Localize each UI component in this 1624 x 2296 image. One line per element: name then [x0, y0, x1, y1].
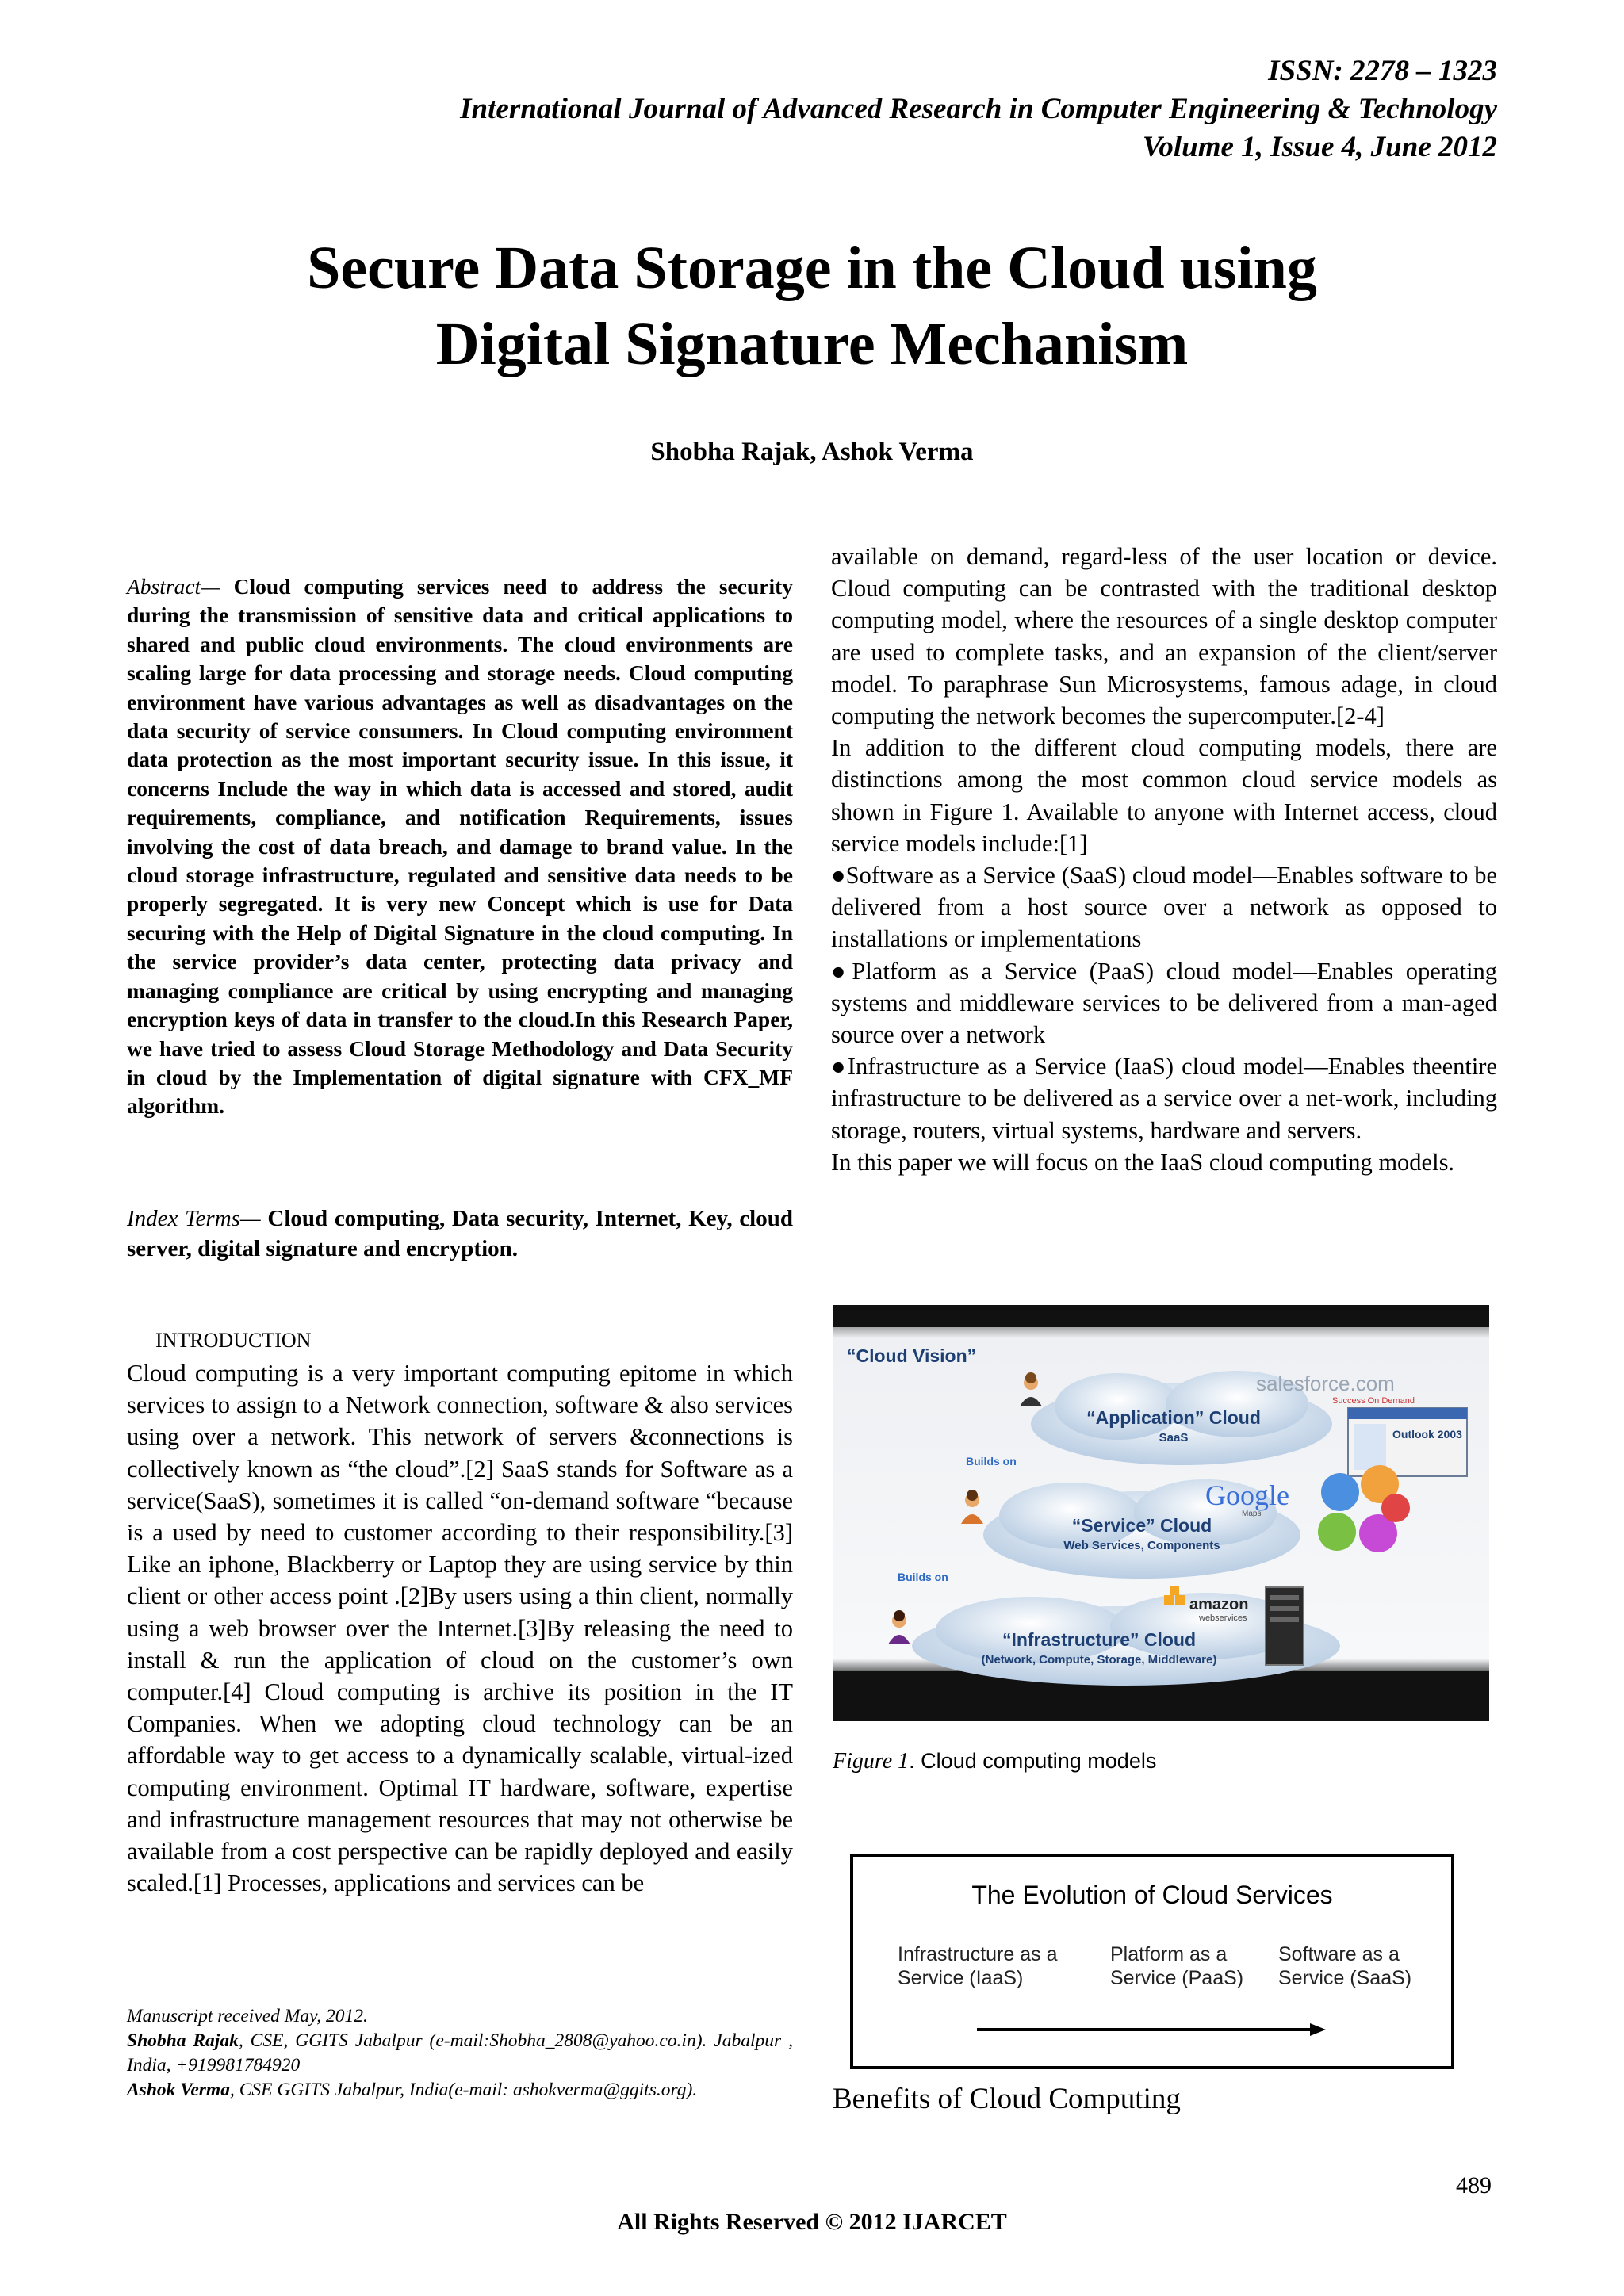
- paragraph-service-models: In addition to the different cloud computing models, there are distinctions among the most common cloud service models as shown in Figure 1. Available to anyone with Internet access, cloud service models include:[1]: [831, 734, 1497, 857]
- paper-title-line-2: Digital Signature Mechanism: [435, 311, 1189, 377]
- salesforce-logo: salesforce.com: [1256, 1372, 1395, 1395]
- application-cloud-sub: SaaS: [1159, 1431, 1189, 1445]
- footnote-author-1-name: Shobha Rajak: [127, 2030, 239, 2051]
- service-cloud-sub: Web Services, Components: [1063, 1539, 1220, 1552]
- paper-title-line-1: Secure Data Storage in the Cloud using: [307, 235, 1317, 301]
- bullet-paas: ●Platform as a Service (PaaS) cloud model—Enables operating systems and middleware services to be delivered from a man-aged source over a network: [831, 957, 1497, 1049]
- index-terms-label: Index Terms—: [127, 1206, 261, 1231]
- footnote-author-2: [127, 2078, 793, 2103]
- paper-title: [0, 230, 1624, 382]
- evolution-stage-saas: Software as a Service (SaaS): [1278, 1943, 1412, 1989]
- amazon-logo-sub: webservices: [1199, 1613, 1247, 1623]
- introduction-heading: INTRODUCTION: [155, 1329, 312, 1352]
- index-terms-text: Cloud computing, Data security, Internet, Key, cloud server, digital signature and encryption.: [127, 1206, 794, 1261]
- cloud-vision-label: “Cloud Vision”: [847, 1345, 977, 1366]
- abstract: [127, 572, 793, 1121]
- evolution-stage-iaas: Infrastructure as a Service (IaaS): [898, 1943, 1058, 1989]
- manuscript-footnote: [127, 2004, 793, 2103]
- footnote-author-1-details: , CSE, GGITS Jabalpur (e-mail:Shobha_2808@yahoo.co.in). Jabalpur , India, +919981784920: [127, 2030, 793, 2076]
- footnote-author-1: [127, 2029, 793, 2078]
- google-logo-sub: Maps: [1242, 1510, 1262, 1518]
- bullet-saas: ●Software as a Service (SaaS) cloud model—Enables software to be delivered from a host source over a network as opposed to installations or implementations: [831, 862, 1497, 953]
- salesforce-tagline: Success On Demand: [1332, 1396, 1415, 1406]
- right-column-text: [831, 541, 1497, 1178]
- outlook-window-icon: [1348, 1408, 1467, 1476]
- index-terms: [127, 1203, 793, 1264]
- google-logo: Google: [1205, 1479, 1289, 1511]
- page-number: 489: [1456, 2172, 1492, 2198]
- footnote-author-2-name: Ashok Verma: [127, 2080, 230, 2100]
- infrastructure-cloud-sub: (Network, Compute, Storage, Middleware): [981, 1653, 1217, 1667]
- paper-authors: Shobha Rajak, Ashok Verma: [650, 438, 974, 466]
- amazon-logo: amazon: [1189, 1596, 1249, 1613]
- figure-1-caption: [833, 1749, 1156, 1774]
- server-icon: [1266, 1587, 1304, 1665]
- cloud-vision-diagram: [833, 1305, 1489, 1721]
- application-cloud-label: “Application” Cloud: [1086, 1407, 1261, 1428]
- figure-1-cloud-vision: [833, 1305, 1489, 1721]
- builds-on-label-2: Builds on: [898, 1571, 948, 1583]
- journal-issn: ISSN: 2278 – 1323: [1268, 55, 1497, 87]
- abstract-label: Abstract—: [127, 574, 220, 599]
- introduction-body: Cloud computing is a very important computing epitome in which services to assign to a Network connection, software & also services using over a network. This network of servers &connections is collectively known as “the cloud”.[2] SaaS stands for Software as a service(SaaS), sometimes it is called “on-demand software “because is a used by need to customer according to their responsibility.[3] Like an iphone, Blackberry or Laptop they are using service by thin client or other access point .[2]By users using a thin client, normally using a web browser over the Internet.[3]By releasing the need to install & run the application of cloud on the customer’s own computer.[4] Cloud computing is archive its position in the IT Companies. When we adopting cloud technology can be an affordable way to get access to a dynamically scalable, virtual-ized computing environment. Optimal IT hardware, software, expertise and infrastructure management resources that may not otherwise be available from a cost perspective can be rapidly deployed and easily scaled.[1] Processes, applications and services can be: [127, 1360, 793, 1897]
- abstract-text: Cloud computing services need to address the security during the transmission of sensitive data and critical applications to shared and public cloud environments. The cloud environments are scaling large for data processing and storage needs. Cloud computing environment have various advantages as well as disadvantages on the data security of service consumers. In Cloud computing environment data protection as the most important security issue. In this issue, it concerns Include the way in which data is accessed and stored, audit requirements, compliance, and notification Requirements, issues involving the cost of data breach, and damage to brand value. In the cloud storage infrastructure, regulated and sensitive data needs to be properly segregated. It is very new Concept which is use for Data securing with the Help of Digital Signature in the cloud computing. In the service provider’s data center, protecting data privacy and managing compliance are critical by using encrypting and managing encryption keys of data in transfer to the cloud.In this Research Paper, we have tried to assess Cloud Storage Methodology and Data Security in cloud by the Implementation of digital signature with CFX_MF algorithm.: [127, 574, 793, 1119]
- service-cloud-label: “Service” Cloud: [1071, 1515, 1212, 1536]
- right-arrow-icon: [977, 2022, 1326, 2038]
- infrastructure-cloud-label: “Infrastructure” Cloud: [1002, 1629, 1197, 1650]
- footnote-author-2-details: , CSE GGITS Jabalpur, India(e-mail: ashokverma@ggits.org).: [229, 2080, 698, 2100]
- builds-on-label-1: Builds on: [966, 1455, 1017, 1468]
- figure-1-caption-text: . Cloud computing models: [909, 1749, 1157, 1773]
- footnote-received: Manuscript received May, 2012.: [127, 2006, 368, 2026]
- footer-copyright: All Rights Reserved © 2012 IJARCET: [617, 2209, 1007, 2235]
- journal-volume: Volume 1, Issue 4, June 2012: [1142, 131, 1497, 163]
- journal-name: International Journal of Advanced Research in Computer Engineering & Technology: [460, 93, 1497, 125]
- figure-1-caption-label: Figure 1: [833, 1749, 910, 1774]
- evolution-stage-paas: Platform as a Service (PaaS): [1110, 1943, 1244, 1989]
- section-heading-benefits: Benefits of Cloud Computing: [833, 2083, 1181, 2115]
- paragraph-on-demand: available on demand, regard-less of the user location or device. Cloud computing can be contrasted with the traditional desktop computing model, where the resources of a single desktop computer are used to complete tasks, and an expansion of the client/server model. To paraphrase Sun Microsystems, famous adage, in cloud computing the network becomes the supercomputer.[2-4]: [831, 543, 1497, 730]
- paragraph-focus-iaas: In this paper we will focus on the IaaS cloud computing models.: [831, 1148, 1455, 1176]
- bullet-iaas: ●Infrastructure as a Service (IaaS) cloud model—Enables theentire infrastructure to be delivered as a service over a net-work, including storage, routers, virtual systems, hardware and servers.: [831, 1053, 1497, 1144]
- evolution-title: The Evolution of Cloud Services: [971, 1881, 1333, 1909]
- evolution-diagram: [850, 1854, 1454, 2069]
- outlook-label: Outlook 2003: [1392, 1428, 1462, 1441]
